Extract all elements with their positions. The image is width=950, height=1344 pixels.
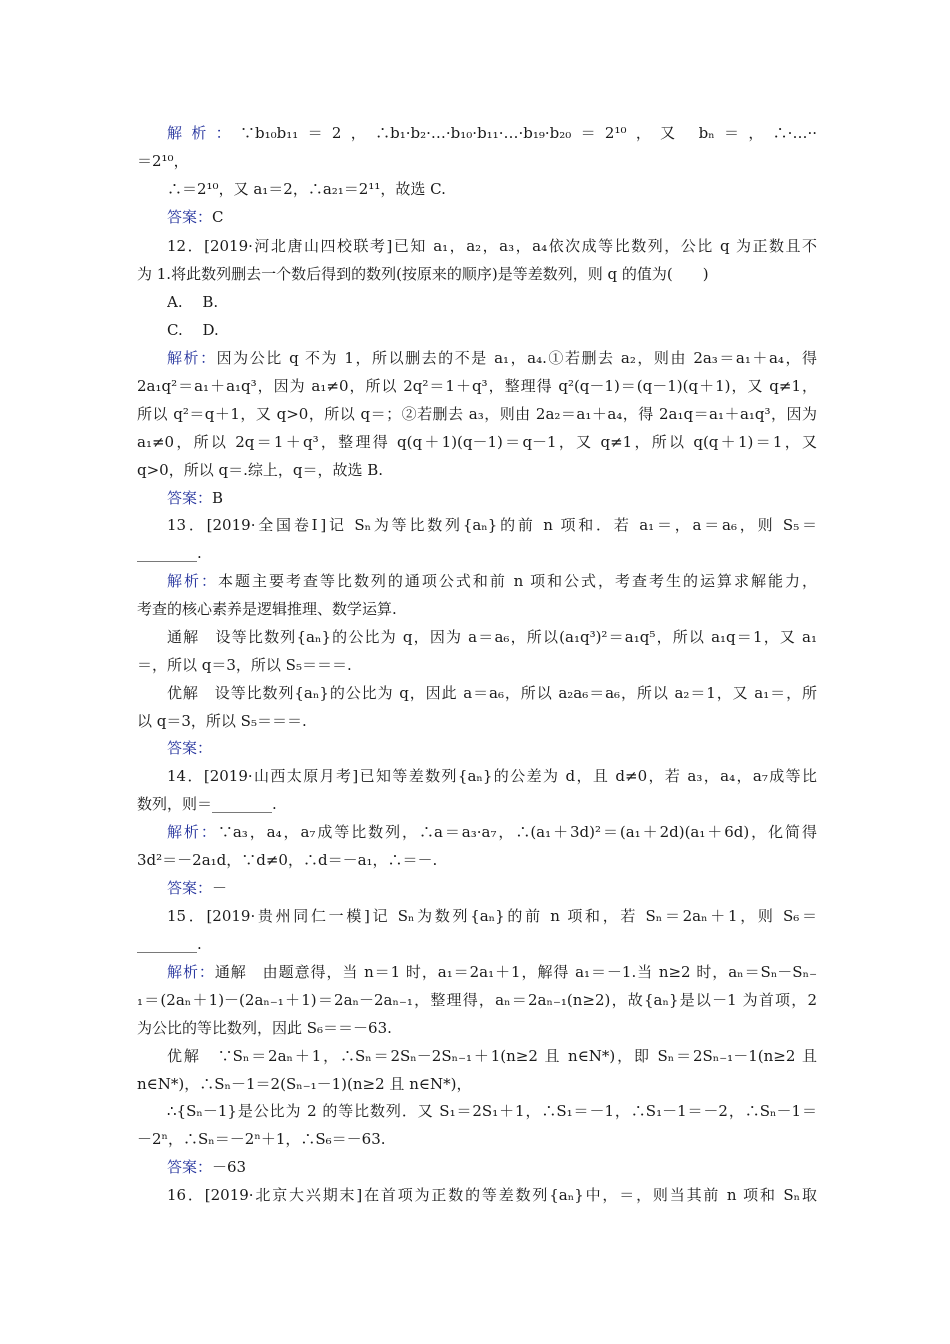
option-a-b: A. B. [167, 293, 219, 311]
line-36: ∴{Sₙ－1}是公比为 2 的等比数列．又 S₁＝2S₁＋1，∴S₁＝－1，∴S₁－1＝－2，∴Sₙ－1＝ [167, 1102, 817, 1120]
line-35: n∈N*)，∴Sₙ－1＝2(Sₙ₋₁－1)(n≥2 且 n∈N*)， [137, 1075, 472, 1093]
analysis-label: 解析： [167, 963, 215, 981]
line-1: 解析：∵b₁₀b₁₁＝2，∴b₁·b₂·…·b₁₀·b₁₁·…·b₁₉·b₂₀＝2¹⁰，又 bₙ＝，∴·…·· [167, 124, 817, 142]
question-14-line-1: 14．[2019·山西太原月考]已知等差数列{aₙ}的公差为 d，且 d≠0，若 a₃，a₄，a₇成等比 [167, 767, 817, 785]
line-13: q>0，所以 q＝.综上，q＝，故选 B. [137, 461, 384, 479]
option-c-d: C. D. [167, 321, 219, 339]
answer-label: 答案： [167, 739, 213, 757]
question-12-line-1: 12．[2019·河北唐山四校联考]已知 a₁，a₂，a₃，a₄依次成等比数列，公比 q 为正数且不 [167, 237, 817, 255]
line-33: 为公比的等比数列，因此 S₆＝＝－63. [137, 1019, 392, 1037]
question-15-line-1: 15．[2019·贵州同仁一模]记 Sₙ为数列{aₙ}的前 n 项和，若 Sₙ＝2aₙ＋1，则 S₆＝ [167, 907, 817, 925]
question-15-line-2: ________. [137, 935, 202, 953]
answer-label: 答案： [167, 489, 213, 507]
answer-label: 答案： [167, 1158, 213, 1176]
line-20: ＝，所以 q＝3，所以 S₅＝＝＝. [137, 656, 352, 674]
question-13-line-2: ________. [137, 544, 202, 562]
answer-label: 答案： [167, 879, 213, 897]
line-26: 解析：∵a₃，a₄，a₇成等比数列，∴a＝a₃·a₇，∴(a₁＋3d)²＝(a₁＋2d)(a₁＋6d)，化简得 [167, 823, 817, 841]
answer-line: 答案：C [167, 208, 224, 226]
answer-line [167, 738, 817, 758]
line-19: 通解 设等比数列{aₙ}的公比为 q，因为 a＝a₆，所以(a₁q³)²＝a₁q⁵，所以 a₁q＝1，又 a₁ [167, 628, 817, 646]
line-10: 2a₁q²＝a₁＋a₁q³，因为 a₁≠0，所以 2q²＝1＋q³，整理得 q²(q－1)＝(q－1)(q＋1)，又 q≠1， [137, 377, 817, 395]
line-12: a₁≠0，所以 2q＝1＋q³，整理得 q(q＋1)(q－1)＝q－1，又 q≠1，所以 q(q＋1)＝1，又 [137, 433, 817, 451]
line-32: ₁＝(2aₙ＋1)－(2aₙ₋₁＋1)＝2aₙ－2aₙ₋₁，整理得，aₙ＝2aₙ₋₁(n≥2)，故{aₙ}是以－1 为首项，2 [137, 991, 817, 1009]
answer-line: 答案：－ [167, 879, 228, 897]
line-21: 优解 设等比数列{aₙ}的公比为 q，因此 a＝a₆，所以 a₂a₆＝a₆，所以 a₂＝1，又 a₁＝，所 [167, 684, 817, 702]
line-34: 优解 ∵Sₙ＝2aₙ＋1，∴Sₙ＝2Sₙ－2Sₙ₋₁＋1(n≥2 且 n∈N*)，即 Sₙ＝2Sₙ₋₁－1(n≥2 且 [167, 1047, 817, 1065]
line-17: 解析：本题主要考查等比数列的通项公式和前 n 项和公式，考查考生的运算求解能力， [167, 572, 817, 590]
line-3: ∴＝2¹⁰，又 a₁＝2，∴a₂₁＝2¹¹，故选 C. [167, 180, 446, 198]
line-2: ＝2¹⁰， [137, 152, 189, 170]
analysis-label: 解析： [167, 124, 240, 142]
line-18: 考查的核心素养是逻辑推理、数学运算. [137, 600, 397, 618]
line-37: －2ⁿ，∴Sₙ＝－2ⁿ＋1，∴S₆＝－63. [137, 1130, 386, 1148]
analysis-label: 解析： [167, 572, 218, 590]
line-9: 解析：因为公比 q 不为 1，所以删去的不是 a₁，a₄.①若删去 a₂，则由 2a₃＝a₁＋a₄，得 [167, 349, 817, 367]
line-27: 3d²＝－2a₁d，∵d≠0，∴d＝－a₁，∴＝－. [137, 851, 438, 869]
question-14-line-2: 数列，则＝________. [137, 795, 277, 813]
question-12-line-2: 为 1.将此数列删去一个数后得到的数列(按原来的顺序)是等差数列，则 q 的值为( ) [137, 265, 709, 283]
question-13-line-1: 13．[2019·全国卷Ⅰ]记 Sₙ为等比数列{aₙ}的前 n 项和．若 a₁＝，a＝a₆，则 S₅＝ [167, 516, 817, 534]
analysis-label: 解析： [167, 349, 217, 367]
answer-line: 答案：－63 [167, 1158, 247, 1176]
question-16-line-1: 16．[2019·北京大兴期末]在首项为正数的等差数列{aₙ}中，＝，则当其前 n 项和 Sₙ取 [167, 1186, 817, 1204]
line-31: 解析：通解 由题意得，当 n＝1 时，a₁＝2a₁＋1，解得 a₁＝－1.当 n≥2 时，aₙ＝Sₙ－Sₙ₋ [167, 963, 817, 981]
answer-label: 答案： [167, 208, 213, 226]
analysis-label: 解析： [167, 823, 218, 841]
answer-line: 答案：B [167, 489, 224, 507]
line-22: 以 q＝3，所以 S₅＝＝＝. [137, 712, 307, 730]
line-11: 所以 q²＝q＋1，又 q>0，所以 q＝；②若删去 a₃，则由 2a₂＝a₁＋a₄，得 2a₁q＝a₁＋a₁q³，因为 [137, 405, 817, 423]
